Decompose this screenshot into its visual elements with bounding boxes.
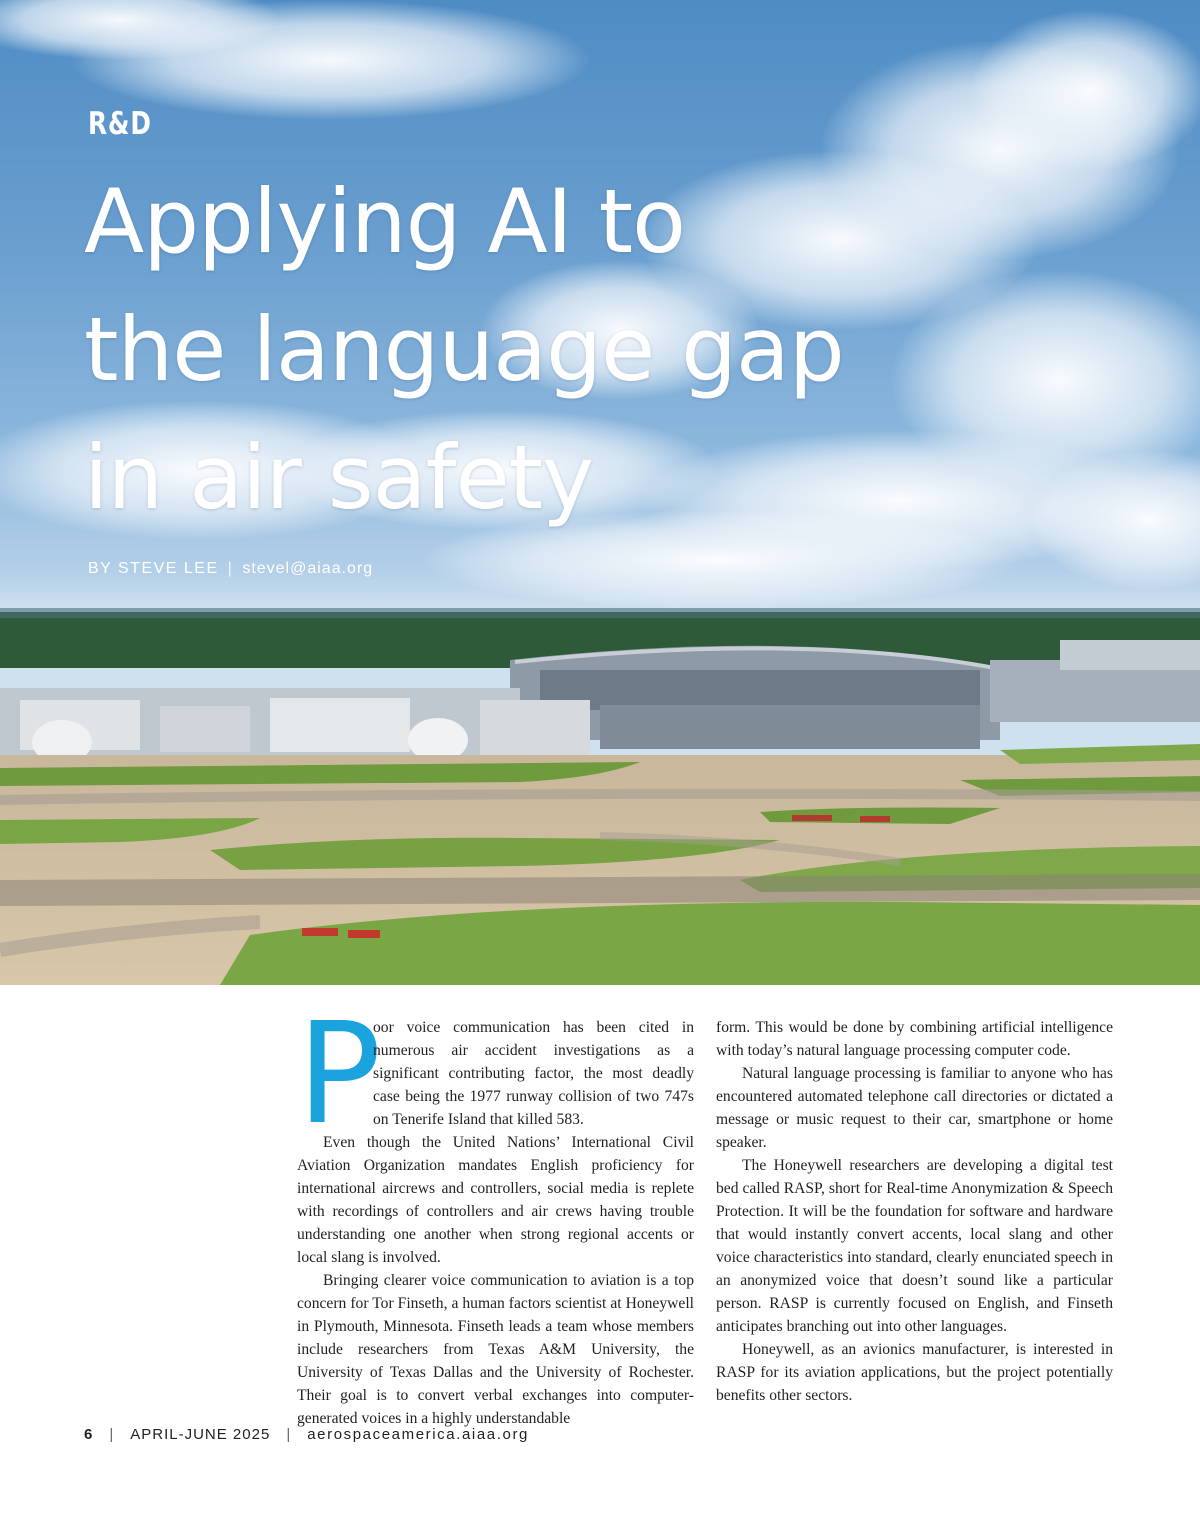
footer-separator-2: | [286,1426,292,1443]
page-footer [84,1426,529,1443]
headline-line-3: in air safety [84,426,594,529]
article-column-2 [716,1016,1113,1407]
headline [84,158,1064,542]
section-tag: R&D [88,106,152,142]
article-paragraph-6: Honeywell, as an avionics manufacturer, is interested in RASP for its aviation applications, but the project potentially benefits other sectors. [716,1341,1113,1404]
footer-separator-1: | [109,1426,115,1443]
headline-line-1: Applying AI to [84,170,685,273]
article-paragraph-2: Even though the United Nations’ International Civil Aviation Organization mandates English proficiency for international aircrews and controllers, social media is replete with recordings of controllers and air crews having trouble understanding one another when strong regional accents or local slang is involved. [297,1134,694,1266]
page-number: 6 [84,1426,94,1443]
issue-date: APRIL-JUNE 2025 [130,1426,271,1443]
byline-author: BY STEVE LEE [88,560,219,577]
article-column-1 [297,993,694,1430]
article-paragraph-4: Natural language processing is familiar to anyone who has encountered automated telephone call directories or dictated a message or music request to their car, smartphone or home speaker. [716,1065,1113,1151]
headline-line-2: the language gap [84,298,844,401]
article-paragraph-1: P oor voice communication has been cited in numerous air accident investigations as a significant contributing factor, the most deadly case being the 1977 runway collision of two 747s on Tenerife Island that killed 583. [297,993,694,1156]
byline-separator: | [227,560,234,577]
byline [88,560,373,578]
article-paragraph-3: Bringing clearer voice communication to aviation is a top concern for Tor Finseth, a human factors scientist at Honeywell in Plymouth, Minnesota. Finseth leads a team whose members include researchers from Texas A&M University, the University of Texas Dallas and the University of Rochester. Their goal is to convert verbal exchanges into computer-generated voices in a highly understandable [297,1272,694,1427]
byline-email[interactable]: stevel@aiaa.org [242,560,374,577]
article-paragraph-5: The Honeywell researchers are developing a digital test bed called RASP, short for Real-time Anonymization & Speech Protection. It will be the foundation for software and hardware that would instantly convert accents, local slang and other voice characteristics into standard, clearly enunciated speech in an anonymized voice that doesn’t sound like a particular person. RASP is currently focused on English, and Finseth anticipates branching out into other languages. [716,1157,1113,1335]
drop-cap: P [297,993,382,1156]
website-link[interactable]: aerospaceamerica.aiaa.org [307,1426,529,1443]
article-paragraph-3-cont: form. This would be done by combining artificial intelligence with today’s natural language processing computer code. [716,1019,1113,1059]
